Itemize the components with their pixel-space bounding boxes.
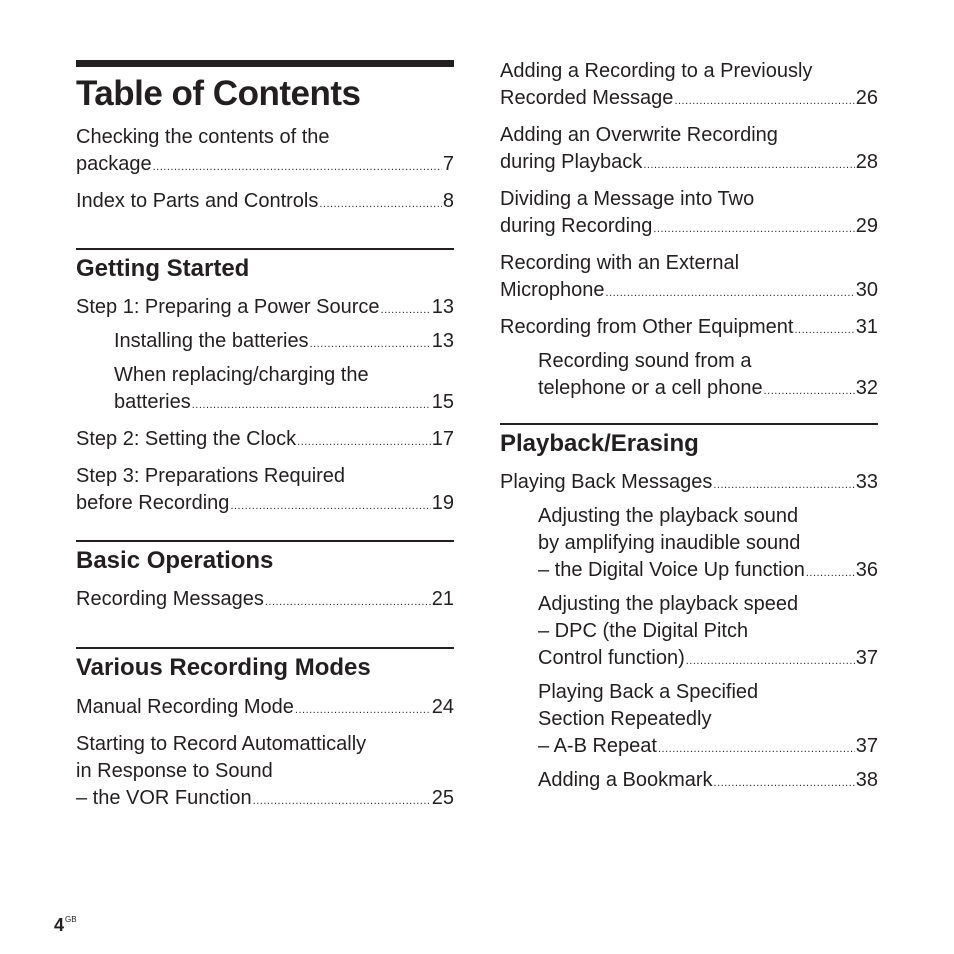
entry-title-line: – the VOR Function (76, 787, 252, 809)
page-ref: 37 (855, 647, 878, 669)
page-ref: 29 (855, 215, 878, 237)
toc-entry[interactable] (76, 731, 454, 815)
dot-leader (653, 216, 854, 243)
entry-leader-row (76, 188, 454, 218)
page-title: Table of Contents (76, 60, 454, 115)
page-ref: 17 (431, 428, 454, 450)
entry-title-line: Recording Messages (76, 588, 264, 610)
entry-leader-row (538, 645, 878, 675)
entry-leader-row (500, 277, 878, 307)
entry-title-line: Starting to Record Automattically (76, 733, 367, 755)
entry-title-line: Recorded Message (500, 87, 674, 109)
page-ref: 25 (431, 787, 454, 809)
toc-subentry[interactable] (76, 362, 454, 419)
toc-list (76, 586, 454, 616)
entry-title-line: Manual Recording Mode (76, 696, 294, 718)
page-ref: 38 (855, 769, 878, 791)
entry-title-line: Adding a Bookmark (538, 769, 713, 791)
section-basic-operations (76, 540, 454, 616)
section-heading: Getting Started (76, 248, 454, 284)
toc-subentry[interactable] (76, 328, 454, 358)
dot-leader (265, 589, 431, 616)
toc-entry[interactable] (500, 314, 878, 344)
section-heading: Playback/Erasing (500, 423, 878, 459)
entry-leader-row (76, 586, 454, 616)
entry-leader-row (500, 469, 878, 499)
dot-leader (319, 191, 442, 218)
page-ref: 13 (431, 330, 454, 352)
entry-title-line: Recording from Other Equipment (500, 316, 794, 338)
section-various-recording-modes (76, 647, 454, 815)
page-footer (54, 910, 77, 935)
toc-list (500, 58, 878, 405)
toc-entry[interactable] (76, 426, 454, 456)
entry-title-line: before Recording (76, 492, 230, 514)
entry-title-line: Adding an Overwrite Recording (500, 124, 778, 146)
dot-leader (606, 280, 855, 307)
toc-entry[interactable] (76, 294, 454, 324)
dot-leader (713, 472, 854, 499)
entry-title-line: Adjusting the playback speed (538, 593, 799, 615)
page-ref: 19 (431, 492, 454, 514)
entry-title-line: during Playback (500, 151, 643, 173)
dot-leader (192, 392, 431, 419)
entry-title-line: Playing Back a Specified (538, 681, 759, 703)
toc-entry[interactable] (500, 186, 878, 243)
toc-entry[interactable] (76, 586, 454, 616)
entry-leader-row (538, 375, 878, 405)
page-number: 4 (54, 915, 65, 935)
dot-leader (806, 560, 855, 587)
dot-leader (714, 770, 855, 797)
entry-title-line: Recording with an External (500, 252, 740, 274)
entry-title-line: Section Repeatedly (538, 708, 712, 730)
toc-entry[interactable] (500, 250, 878, 307)
page-ref: 31 (855, 316, 878, 338)
dot-leader (297, 429, 431, 456)
section-heading: Basic Operations (76, 540, 454, 576)
entry-title-line: telephone or a cell phone (538, 377, 763, 399)
entry-title-line: Playing Back Messages (500, 471, 713, 493)
entry-leader-row (538, 767, 878, 797)
dot-leader (686, 648, 855, 675)
toc-entry[interactable] (76, 188, 454, 218)
entry-leader-row (500, 314, 878, 344)
entry-title-line: Recording sound from a (538, 350, 752, 372)
recording-continued-section (500, 58, 878, 405)
entry-title-line: Adding a Recording to a Previously (500, 60, 813, 82)
entry-title-line: Control function) (538, 647, 685, 669)
section-getting-started (76, 248, 454, 520)
page-ref: 13 (431, 296, 454, 318)
page-ref: 28 (855, 151, 878, 173)
page-ref: 37 (855, 735, 878, 757)
entry-leader-row (500, 149, 878, 179)
toc-subentry[interactable] (500, 679, 878, 763)
dot-leader (381, 297, 431, 324)
toc-subentry[interactable] (500, 503, 878, 587)
entry-leader-row (76, 151, 454, 181)
entry-title-line: in Response to Sound (76, 760, 273, 782)
entry-title-line: – DPC (the Digital Pitch (538, 620, 749, 642)
entry-title-line: Step 1: Preparing a Power Source (76, 296, 380, 318)
entry-title-line: Step 3: Preparations Required (76, 465, 346, 487)
toc-subentry[interactable] (500, 348, 878, 405)
entry-title-line: – A-B Repeat (538, 735, 657, 757)
entry-title-line: by amplifying inaudible sound (538, 532, 801, 554)
section-heading: Various Recording Modes (76, 647, 454, 683)
entry-title-line: When replacing/charging the (114, 364, 369, 386)
entry-title-line: – the Digital Voice Up function (538, 559, 805, 581)
dot-leader (643, 152, 854, 179)
toc-entry[interactable] (76, 124, 454, 181)
entry-leader-row (76, 785, 454, 815)
entry-leader-row (538, 733, 878, 763)
dot-leader (253, 788, 431, 815)
dot-leader (764, 378, 855, 405)
toc-subentry[interactable] (500, 591, 878, 675)
toc-list (500, 469, 878, 797)
entry-leader-row (538, 557, 878, 587)
page-ref: 21 (431, 588, 454, 610)
entry-title-line: during Recording (500, 215, 653, 237)
page-ref: 8 (442, 190, 454, 212)
entry-leader-row (114, 328, 454, 358)
toc-list (76, 124, 454, 218)
toc-subentry[interactable] (500, 767, 878, 797)
toc-entry[interactable] (76, 694, 454, 724)
entry-leader-row (76, 490, 454, 520)
page-ref: 7 (442, 153, 454, 175)
toc-entry[interactable] (500, 122, 878, 179)
section-playback-erasing (500, 423, 878, 797)
page-ref: 24 (431, 696, 454, 718)
dot-leader (658, 736, 855, 763)
page-ref: 30 (855, 279, 878, 301)
page-ref: 32 (855, 377, 878, 399)
entry-title-line: Dividing a Message into Two (500, 188, 755, 210)
dot-leader (153, 154, 442, 181)
region-code: GB (65, 915, 77, 924)
page-ref: 26 (855, 87, 878, 109)
entry-title-line: batteries (114, 391, 191, 413)
entry-title-line: package (76, 153, 152, 175)
entry-title-line: Step 2: Setting the Clock (76, 428, 297, 450)
entry-leader-row (114, 389, 454, 419)
toc-entry[interactable] (500, 469, 878, 499)
entry-leader-row (500, 85, 878, 115)
intro-section (76, 124, 454, 218)
entry-leader-row (76, 294, 454, 324)
entry-title-line: Microphone (500, 279, 605, 301)
entry-title-line: Index to Parts and Controls (76, 190, 319, 212)
dot-leader (310, 331, 431, 358)
page-ref: 36 (855, 559, 878, 581)
entry-leader-row (76, 694, 454, 724)
toc-entry[interactable] (500, 58, 878, 115)
toc-list (76, 694, 454, 815)
dot-leader (794, 317, 854, 344)
entry-title-line: Checking the contents of the (76, 126, 330, 148)
toc-entry[interactable] (76, 463, 454, 520)
dot-leader (295, 697, 431, 724)
entry-title-line: Installing the batteries (114, 330, 309, 352)
entry-leader-row (76, 426, 454, 456)
page-ref: 15 (431, 391, 454, 413)
toc-list (76, 294, 454, 520)
entry-leader-row (500, 213, 878, 243)
entry-title-line: Adjusting the playback sound (538, 505, 799, 527)
dot-leader (674, 88, 854, 115)
page-ref: 33 (855, 471, 878, 493)
dot-leader (230, 493, 430, 520)
